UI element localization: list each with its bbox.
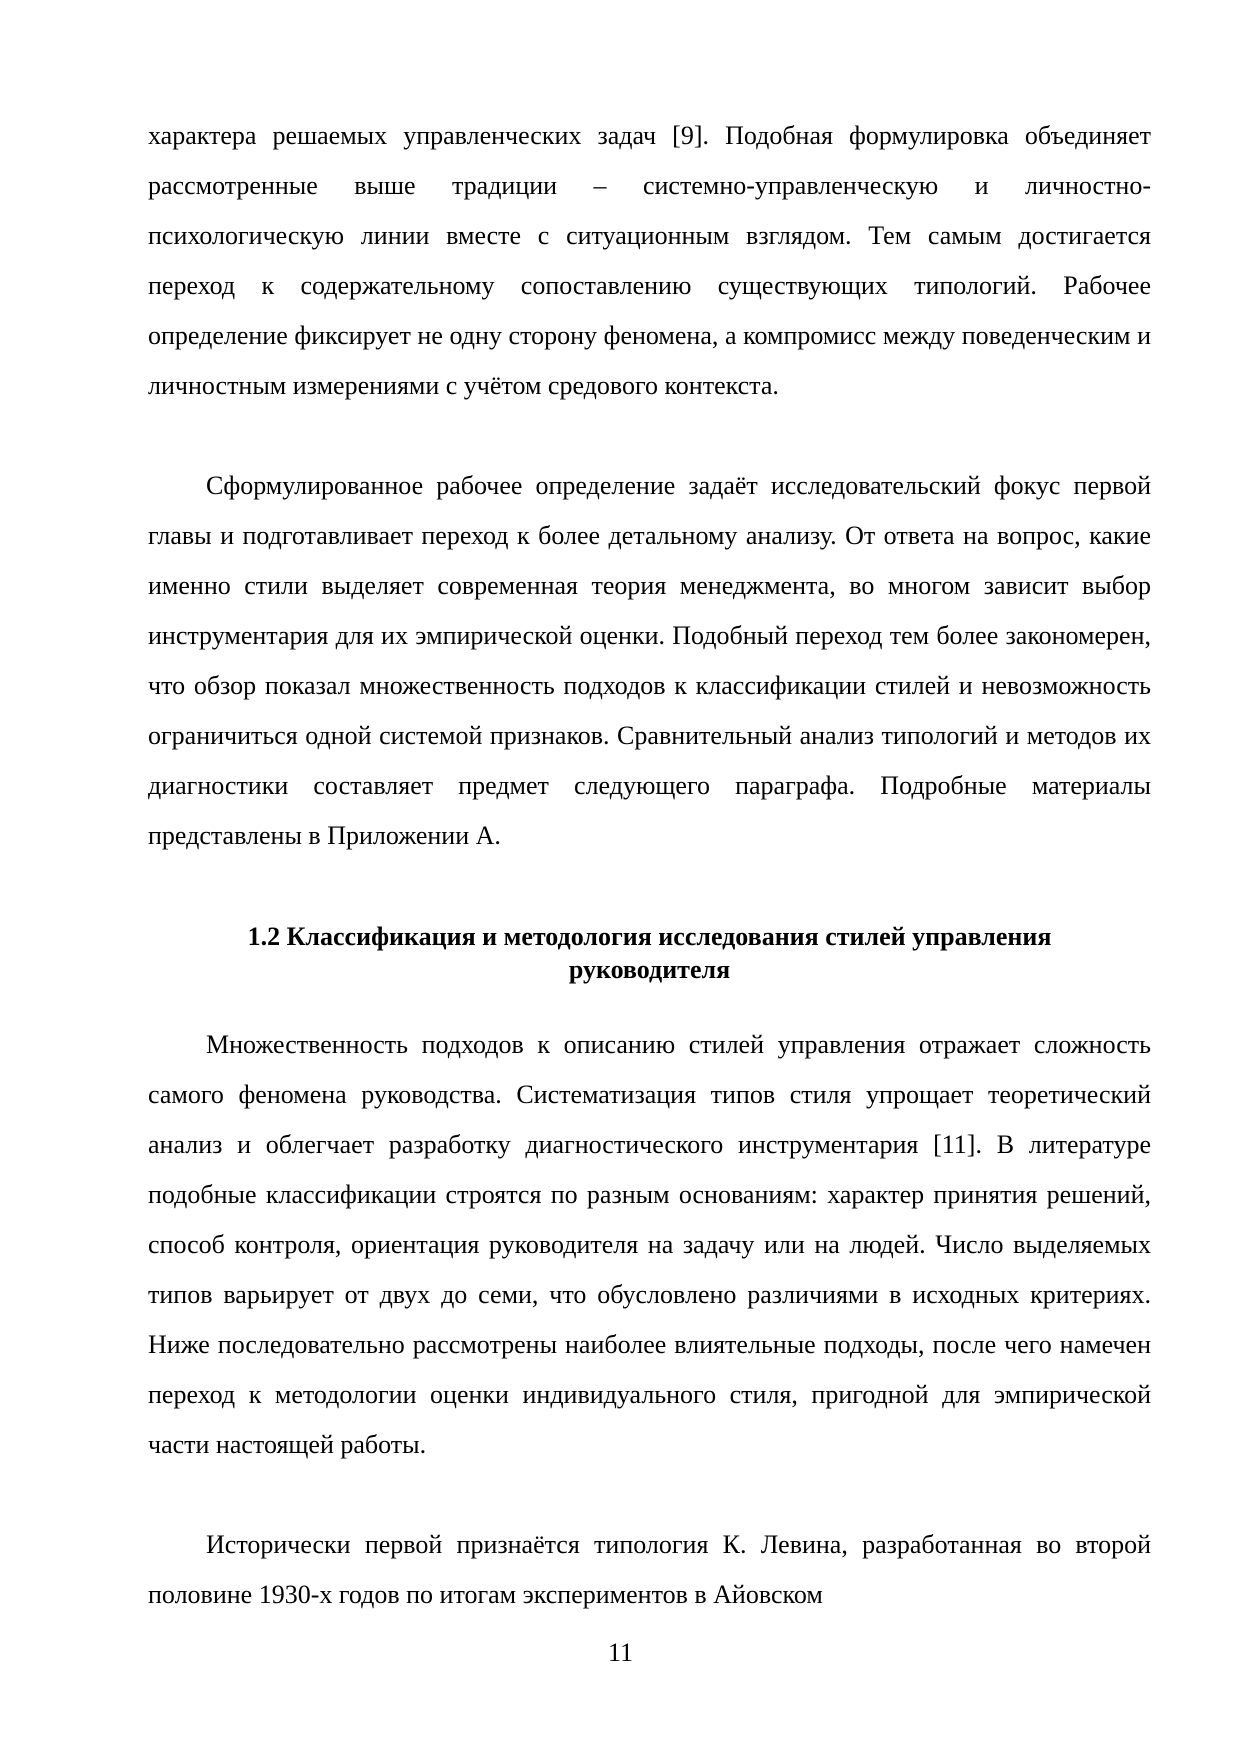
body-paragraph-2: Сформулированное рабочее определение задаёт исследовательский фокус первой главы и подготавливает переход к более детальному анализу. От ответа на вопрос, какие именно стили выделяет современная теория менеджмента, во многом зависит выбор инструментария для их эмпирической оценки. Подобный переход тем более закономерен, что обзор показал множественность подходов к классификации стилей и невозможность ограничиться одной системой признаков. Сравнительный анализ типологий и методов их диагностики составляет предмет следующего параграфа. Подробные материалы представлены в Приложении А. (148, 471, 1151, 850)
section-heading (148, 920, 1151, 986)
section-heading-line-2: руководителя (568, 955, 731, 984)
body-paragraph-4: Исторически первой признаётся типология К. Левина, разработанная во второй половине 1930-х годов по итогам экспериментов в Айовском (148, 1530, 1151, 1609)
body-paragraph-1: характера решаемых управленческих задач [9]. Подобная формулировка объединяет рассмотренные выше традиции – системно-управленческую и личностно-психологическую линии вместе с ситуационным взглядом. Тем самым достигается переход к содержательному сопоставлению существующих типологий. Рабочее определение фиксирует не одну сторону феномена, а компромисс между поведенческим и личностным измерениями с учётом средового контекста. (148, 121, 1151, 400)
section-heading-line-1: 1.2 Классификация и методология исследования стилей управления (247, 922, 1052, 951)
page-number: 11 (607, 1638, 634, 1667)
body-paragraph-3: Множественность подходов к описанию стилей управления отражает сложность самого феномена руководства. Систематизация типов стиля упрощает теоретический анализ и облегчает разработку диагностического инструментария [11]. В литературе подобные классификации строятся по разным основаниям: характер принятия решений, способ контроля, ориентация руководителя на задачу или на людей. Число выделяемых типов варьирует от двух до семи, что обусловлено различиями в исходных критериях. Ниже последовательно рассмотрены наиболее влиятельные подходы, после чего намечен переход к методологии оценки индивидуального стиля, пригодной для эмпирической части настоящей работы. (148, 1030, 1151, 1459)
